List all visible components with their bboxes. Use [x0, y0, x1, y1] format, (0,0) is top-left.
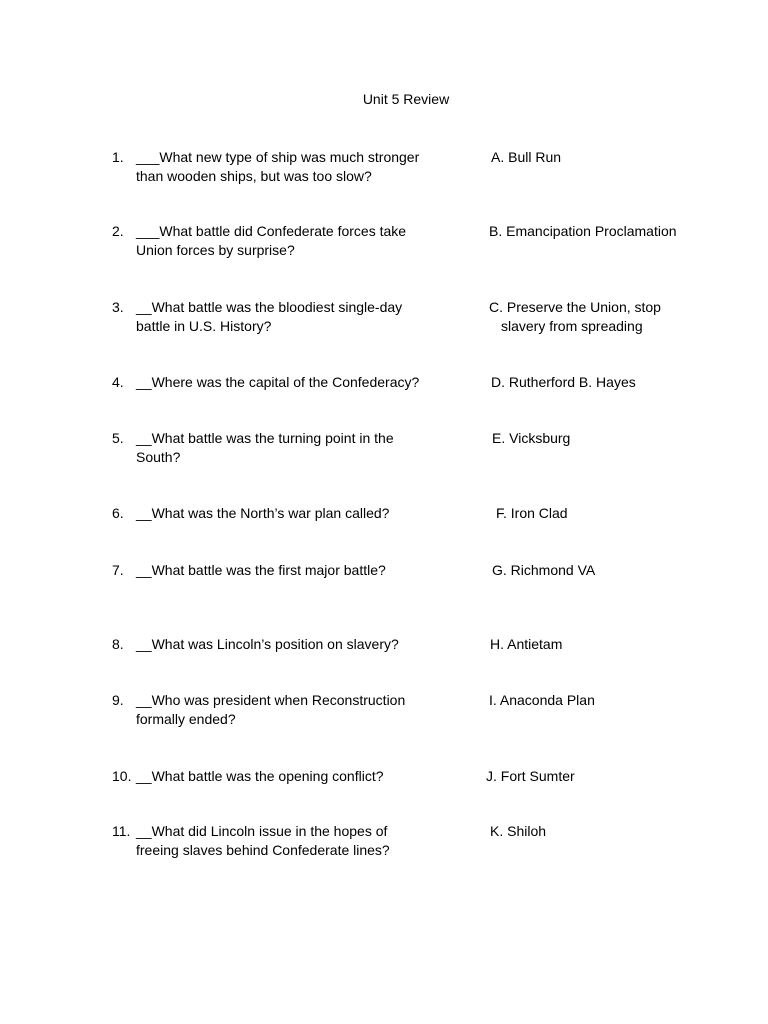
question-item: [112, 635, 432, 654]
question-item: [112, 822, 432, 860]
answer-text: F. Iron Clad: [496, 505, 568, 521]
question-text: __What battle was the first major battle?: [136, 562, 386, 578]
question-text: ___What new type of ship was much stronger than wooden ships, but was too slow?: [136, 149, 420, 184]
answer-item: [491, 148, 561, 167]
question-text: ___What battle did Confederate forces take Union forces by surprise?: [136, 223, 407, 258]
question-number: 4.: [112, 374, 124, 390]
question-number: 10.: [112, 768, 132, 784]
answer-item: [492, 429, 570, 448]
question-number: 1.: [112, 149, 124, 165]
question-number: 2.: [112, 223, 124, 239]
answer-text: D. Rutherford B. Hayes: [491, 374, 636, 390]
question-number: 6.: [112, 505, 124, 521]
question-item: [112, 561, 432, 580]
answer-item: [490, 635, 562, 654]
question-item: [112, 429, 432, 467]
answer-text: E. Vicksburg: [492, 430, 571, 446]
question-text: __What battle was the turning point in the South?: [136, 430, 394, 465]
question-number: 11.: [112, 823, 131, 839]
question-item: [112, 222, 432, 260]
question-number: 8.: [112, 636, 124, 652]
question-text: __What battle was the opening conflict?: [136, 768, 384, 784]
question-text: __Who was president when Reconstruction formally ended?: [136, 692, 406, 727]
answer-item: [489, 298, 661, 336]
answer-text: I. Anaconda Plan: [489, 692, 595, 708]
answer-item: [490, 822, 546, 841]
question-text: __What was Lincoln’s position on slavery?: [136, 636, 399, 652]
answer-text: B. Emancipation Proclamation: [489, 223, 677, 239]
answer-item: [489, 222, 677, 241]
question-item: [112, 148, 432, 186]
answer-text: K. Shiloh: [490, 823, 547, 839]
question-number: 7.: [112, 562, 124, 578]
question-item: [112, 298, 432, 336]
answer-item: [492, 561, 595, 580]
page-title: Unit 5 Review: [362, 91, 450, 107]
question-item: [112, 504, 432, 523]
question-text: __What was the North’s war plan called?: [136, 505, 390, 521]
answer-text: H. Antietam: [490, 636, 563, 652]
answer-item: [486, 767, 575, 786]
answer-text: C. Preserve the Union, stop: [489, 299, 661, 315]
question-number: 3.: [112, 299, 124, 315]
answer-text: J. Fort Sumter: [486, 768, 575, 784]
answer-item: [496, 504, 568, 523]
question-item: [112, 691, 432, 729]
question-number: 9.: [112, 692, 124, 708]
question-item: [112, 373, 432, 392]
answer-item: [489, 691, 595, 710]
question-text: __What did Lincoln issue in the hopes of freeing slaves behind Confederate lines?: [136, 823, 390, 858]
answer-text: A. Bull Run: [491, 149, 562, 165]
answer-item: [491, 373, 636, 392]
question-item: [112, 767, 432, 786]
question-text: __What battle was the bloodiest single-day battle in U.S. History?: [136, 299, 403, 334]
answer-text: G. Richmond VA: [492, 562, 596, 578]
question-text: __Where was the capital of the Confederacy?: [136, 374, 420, 390]
question-number: 5.: [112, 430, 124, 446]
answer-text-continuation: slavery from spreading: [501, 318, 643, 334]
